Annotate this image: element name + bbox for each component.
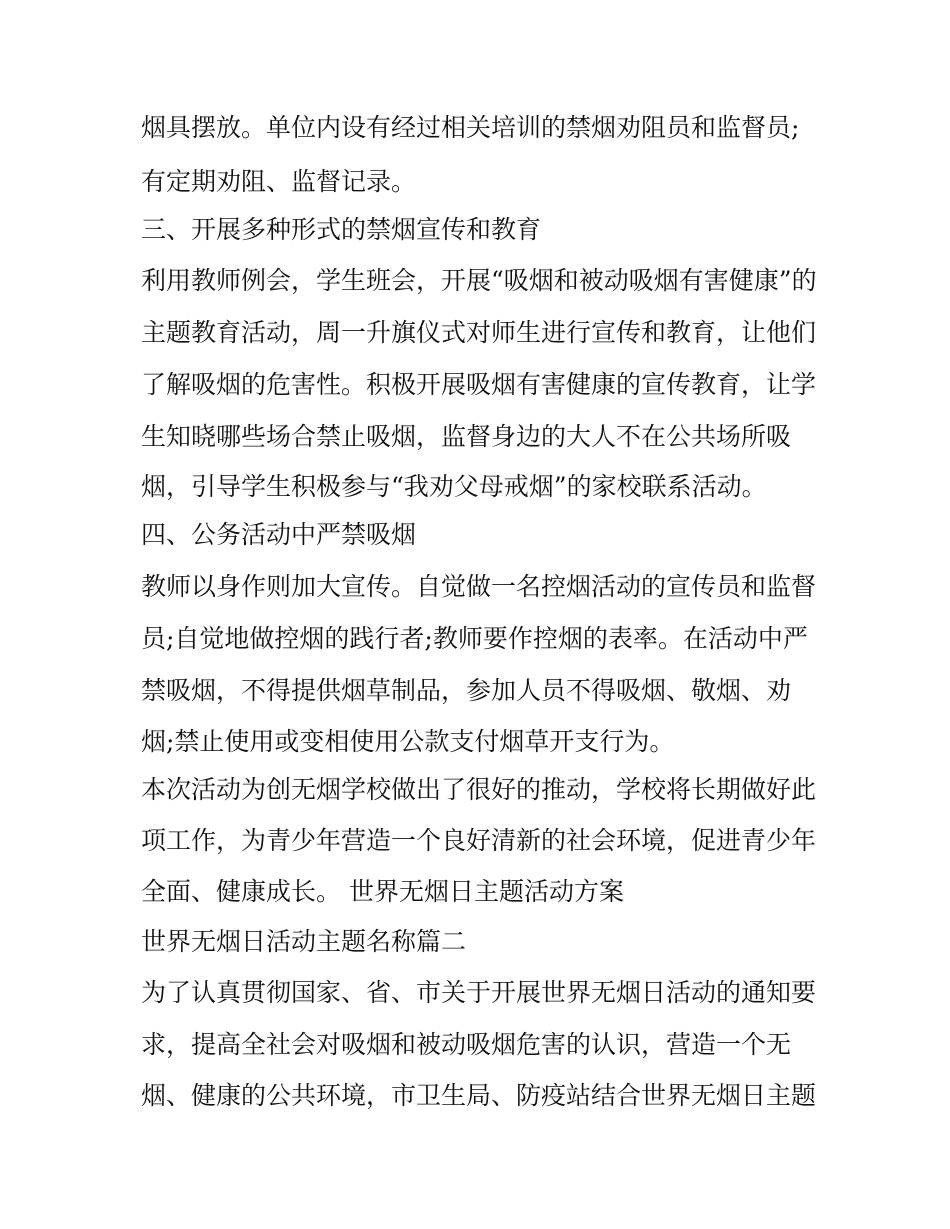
body-text-line: 求，提高全社会对吸烟和被动吸烟危害的认识，营造一个无 bbox=[141, 1030, 792, 1059]
body-text-line: 有定期劝阻、监督记录。 bbox=[141, 167, 417, 196]
body-text-line: 本次活动为创无烟学校做出了很好的推动，学校将长期做好此 bbox=[141, 775, 817, 804]
body-text-line: 烟、健康的公共环境，市卫生局、防疫站结合世界无烟日主题 bbox=[141, 1081, 817, 1110]
body-text-line: 烟;禁止使用或变相使用公款支付烟草开支行为。 bbox=[141, 727, 675, 756]
section-heading: 世界无烟日活动主题名称篇二 bbox=[141, 927, 467, 956]
body-text-line: 禁吸烟，不得提供烟草制品，参加人员不得吸烟、敬烟、劝 bbox=[141, 676, 792, 705]
body-text-line: 为了认真贯彻国家、省、市关于开展世界无烟日活动的通知要 bbox=[141, 978, 817, 1007]
body-text-line: 利用教师例会，学生班会，开展“吸烟和被动吸烟有害健康”的 bbox=[141, 266, 817, 295]
section-heading: 三、开展多种形式的禁烟宣传和教育 bbox=[141, 215, 542, 244]
section-heading: 四、公务活动中严禁吸烟 bbox=[141, 520, 417, 549]
body-text-line: 生知晓哪些场合禁止吸烟，监督身边的大人不在公共场所吸 bbox=[141, 422, 792, 451]
body-text-line: 烟，引导学生积极参与“我劝父母戒烟”的家校联系活动。 bbox=[141, 472, 767, 501]
body-text-line: 员;自觉地做控烟的践行者;教师要作控烟的表率。在活动中严 bbox=[141, 624, 808, 653]
body-text-line: 主题教育活动，周一升旗仪式对师生进行宣传和教育，让他们 bbox=[141, 318, 817, 347]
body-text-line: 教师以身作则加大宣传。自觉做一名控烟活动的宣传员和监督 bbox=[141, 572, 817, 601]
body-text-line: 项工作，为青少年营造一个良好清新的社会环境，促进青少年 bbox=[141, 826, 817, 855]
body-text-line: 了解吸烟的危害性。积极开展吸烟有害健康的宣传教育，让学 bbox=[141, 370, 817, 399]
body-text-line: 全面、健康成长。 世界无烟日主题活动方案 bbox=[141, 877, 624, 906]
body-text-line: 烟具摆放。单位内设有经过相关培训的禁烟劝阻员和监督员; bbox=[141, 113, 800, 142]
